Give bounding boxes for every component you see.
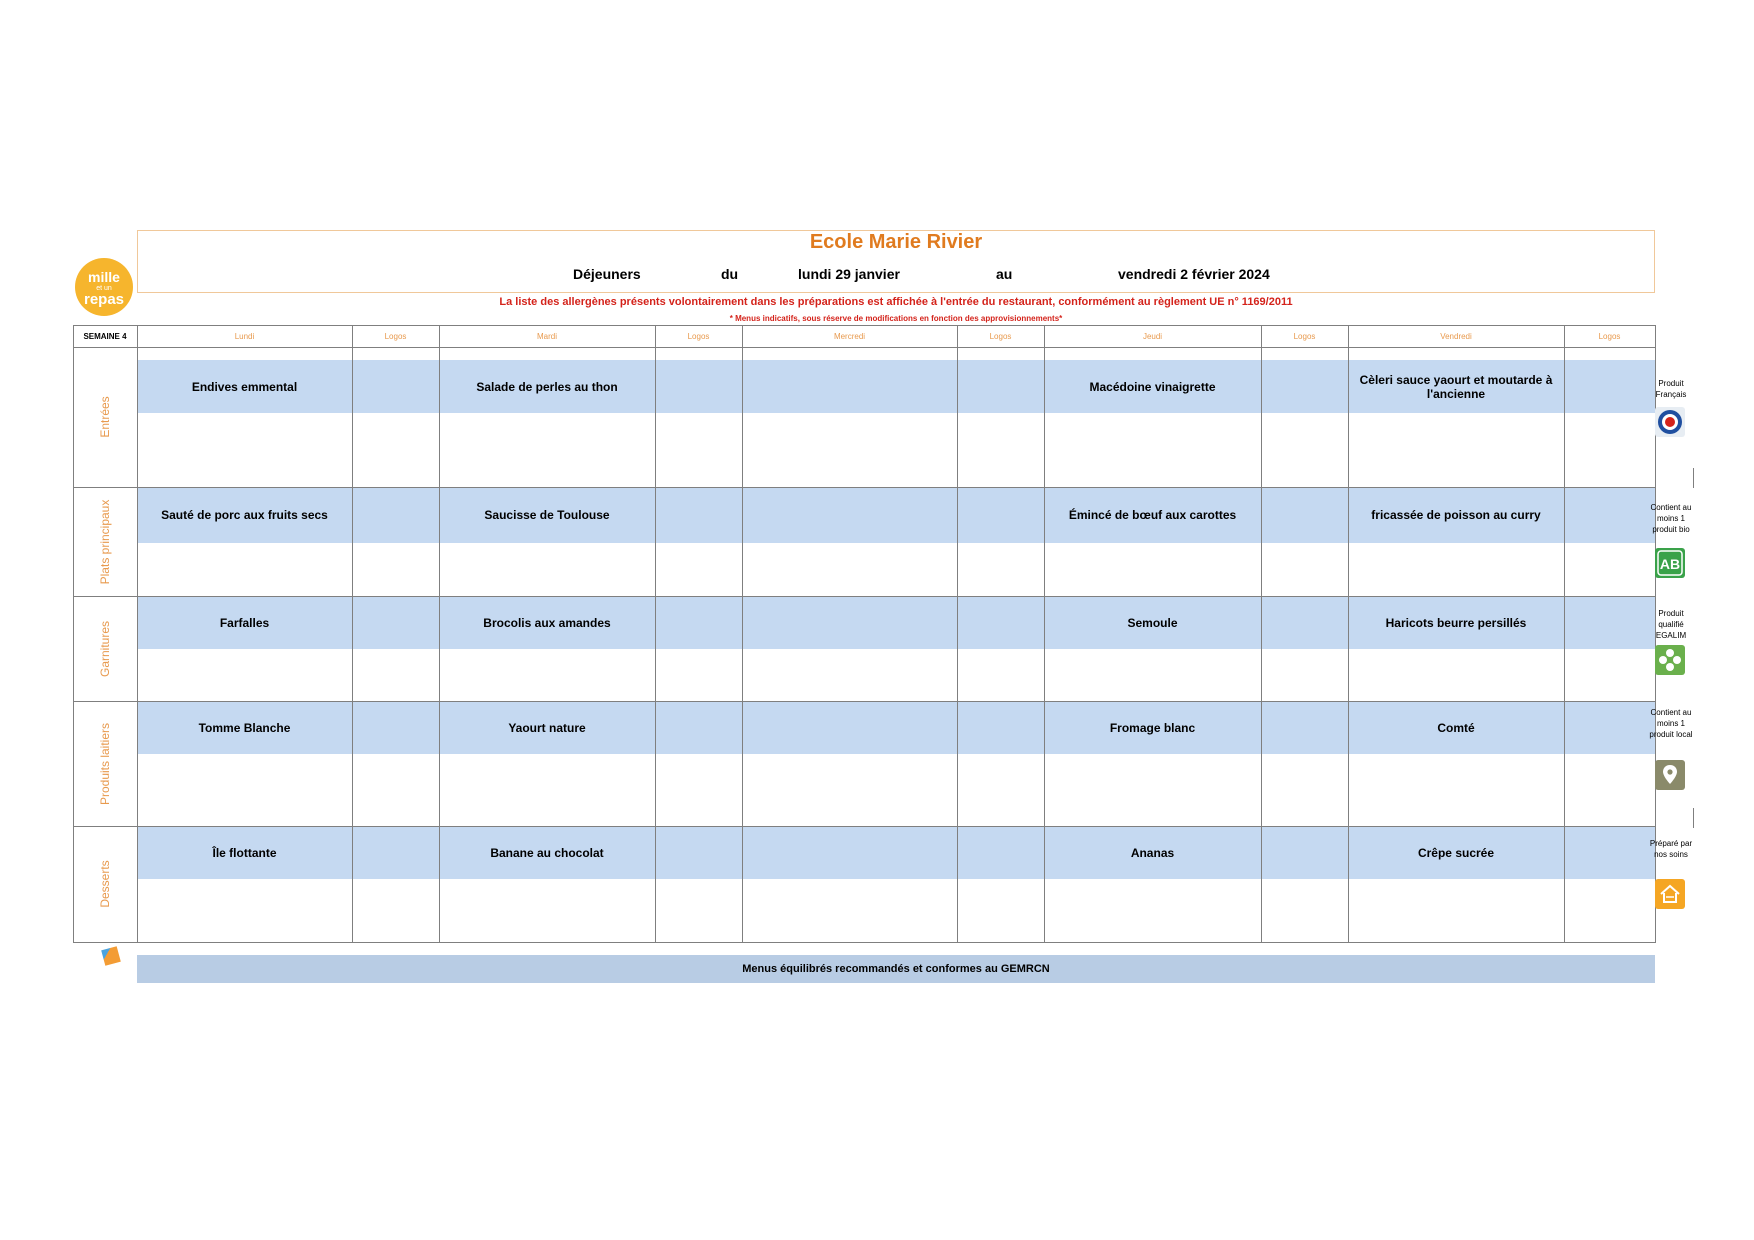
legend-label-egalim: Produit qualifié EGALIM bbox=[1655, 609, 1687, 640]
dish-cell: Banane au chocolat bbox=[490, 845, 604, 860]
category-label bbox=[73, 826, 137, 942]
dish-cell bbox=[750, 487, 949, 543]
dish-cell: Yaourt nature bbox=[508, 720, 586, 735]
table-grid-line bbox=[655, 325, 656, 942]
end-date: vendredi 2 février 2024 bbox=[1118, 266, 1270, 282]
house-icon bbox=[1655, 879, 1685, 909]
svg-text:AB: AB bbox=[1659, 556, 1681, 572]
dish-cell: Ananas bbox=[1130, 845, 1175, 860]
dish-cell bbox=[750, 596, 949, 649]
day-header-2: Mercredi bbox=[833, 332, 866, 341]
table-grid-line bbox=[352, 325, 353, 942]
dish-cell: Endives emmental bbox=[191, 379, 298, 394]
dish-cell bbox=[750, 826, 949, 879]
table-grid-line bbox=[73, 347, 1656, 348]
legend-divider bbox=[1693, 468, 1694, 488]
logo-line-3: repas bbox=[83, 291, 125, 308]
dish-cell: fricassée de poisson au curry bbox=[1371, 508, 1541, 522]
day-header-1: Mardi bbox=[536, 332, 557, 341]
dish-cell bbox=[750, 360, 949, 413]
logos-header: Logos bbox=[384, 332, 407, 341]
table-grid-line bbox=[957, 325, 958, 942]
allergen-notice: La liste des allergènes présents volontairement dans les préparations est affichée à l'entrée du restaurant, conformément au règlement UE n° 1169/2011 bbox=[499, 296, 1293, 308]
logo-line-2: et un bbox=[96, 285, 112, 292]
dish-cell: Sauté de porc aux fruits secs bbox=[161, 508, 328, 522]
dish-cell: Macédoine vinaigrette bbox=[1089, 379, 1216, 394]
category-text: Desserts bbox=[98, 860, 112, 908]
mille-et-un-repas-logo bbox=[75, 258, 133, 316]
footer-gemrcn-note: Menus équilibrés recommandés et conformes au GEMRCN bbox=[137, 955, 1655, 983]
category-text: Produits laitiers bbox=[98, 722, 112, 805]
dish-cell: Tomme Blanche bbox=[198, 720, 291, 735]
legend-label-french: Produit Français bbox=[1655, 379, 1687, 399]
school-name: Ecole Marie Rivier bbox=[809, 231, 983, 253]
dish-cell: Farfalles bbox=[219, 615, 270, 630]
week-label: SEMAINE 4 bbox=[83, 332, 127, 341]
category-text: Garnitures bbox=[98, 620, 112, 677]
french-roundel-icon bbox=[1655, 407, 1685, 437]
location-pin-icon bbox=[1655, 760, 1685, 790]
dish-cell: Île flottante bbox=[212, 845, 277, 860]
dish-cell: Comté bbox=[1437, 720, 1475, 735]
header-box bbox=[137, 230, 1655, 293]
table-grid-line bbox=[1261, 325, 1262, 942]
day-header-0: Lundi bbox=[234, 332, 255, 341]
ab-organic-icon bbox=[1655, 548, 1685, 578]
logos-header: Logos bbox=[1598, 332, 1621, 341]
dish-cell: Semoule bbox=[1127, 615, 1178, 630]
table-grid-line bbox=[137, 325, 138, 942]
category-label bbox=[73, 347, 137, 487]
logo-line-1: mille bbox=[88, 269, 120, 285]
table-grid-line bbox=[1348, 325, 1349, 942]
dish-cell: Brocolis aux amandes bbox=[483, 615, 611, 630]
logos-header: Logos bbox=[687, 332, 710, 341]
table-grid-line bbox=[742, 325, 743, 942]
disclaimer-note: * Menus indicatifs, sous réserve de modifications en fonction des approvisionnements* bbox=[729, 314, 1063, 323]
logos-header: Logos bbox=[1293, 332, 1316, 341]
category-label bbox=[73, 701, 137, 826]
dish-cell: Cèleri sauce yaourt et moutarde à l'ancienne bbox=[1359, 372, 1553, 401]
meal-label: Déjeuners bbox=[573, 266, 641, 282]
table-grid-line bbox=[73, 942, 1656, 943]
dish-cell: Salade de perles au thon bbox=[476, 379, 618, 394]
start-date: lundi 29 janvier bbox=[798, 266, 900, 282]
dish-cell: Émincé de bœuf aux carottes bbox=[1068, 508, 1237, 522]
category-label bbox=[73, 487, 137, 596]
category-text: Entrées bbox=[98, 396, 112, 438]
day-header-3: Jeudi bbox=[1142, 332, 1163, 341]
category-text: Plats principaux bbox=[98, 499, 112, 584]
dish-cell: Fromage blanc bbox=[1109, 720, 1196, 735]
category-label bbox=[73, 596, 137, 701]
decorative-square-icon bbox=[101, 946, 121, 966]
legend-label-bio: Contient au moins 1 produit bio bbox=[1650, 503, 1692, 534]
day-header-4: Vendredi bbox=[1440, 332, 1472, 341]
table-grid-line bbox=[439, 325, 440, 942]
logos-header: Logos bbox=[989, 332, 1012, 341]
legend-label-homemade: Préparé par nos soins bbox=[1649, 839, 1693, 859]
dish-cell: Haricots beurre persillés bbox=[1385, 615, 1527, 630]
to-word: au bbox=[996, 266, 1013, 282]
dish-cell bbox=[750, 701, 949, 754]
table-grid-line bbox=[73, 325, 1656, 326]
egalim-flower-icon bbox=[1655, 645, 1685, 675]
table-grid-line bbox=[1564, 325, 1565, 942]
from-word: du bbox=[721, 266, 739, 282]
legend-divider bbox=[1693, 808, 1694, 828]
table-grid-line bbox=[1044, 325, 1045, 942]
dish-cell: Saucisse de Toulouse bbox=[484, 508, 610, 522]
dish-cell: Crêpe sucrée bbox=[1417, 845, 1495, 860]
legend-label-local: Contient au moins 1 produit local bbox=[1649, 708, 1693, 739]
